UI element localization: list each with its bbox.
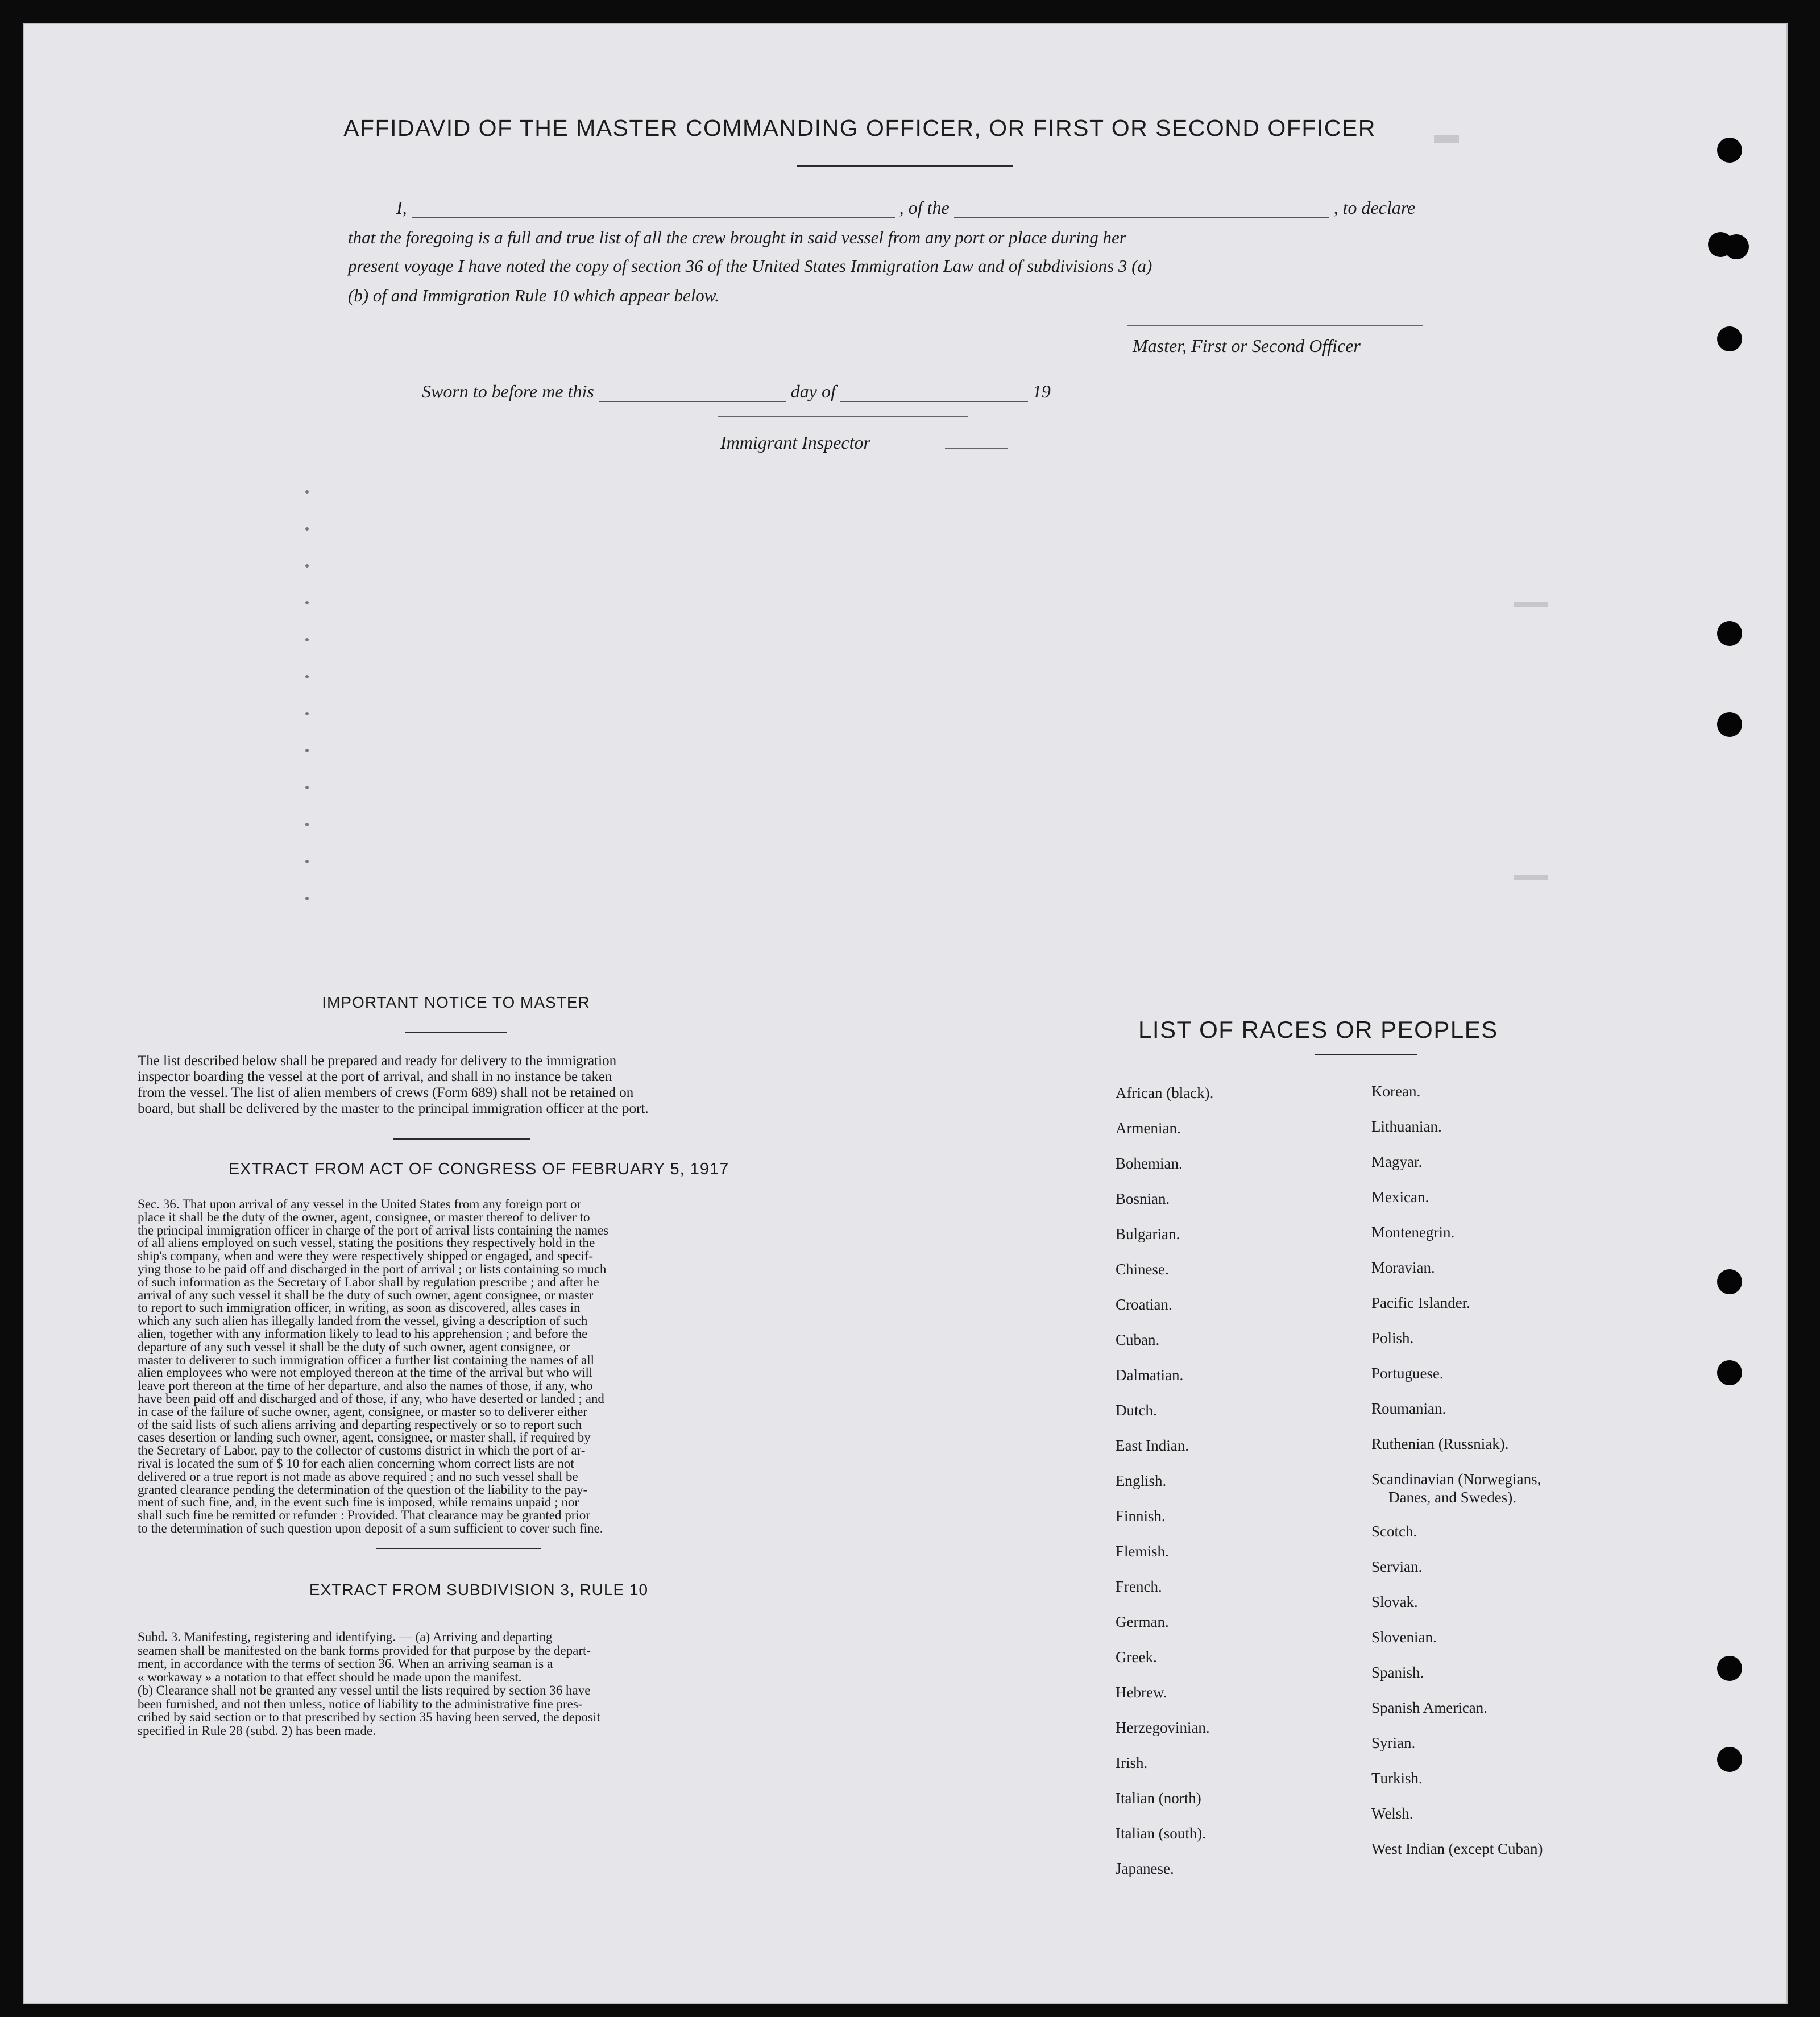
act-line: rival is located the sum of $ 10 for each alien concerning whom correct lists are not [138,1456,574,1471]
rule-line: « workaway » a notation to that effect should be made upon the manifest. [138,1670,522,1684]
race-item: Moravian. [1371,1259,1435,1276]
sworn-text: Sworn to before me this [422,381,594,401]
race-item: Armenian. [1116,1120,1181,1137]
bleed-through-mark: ▬▬ [1514,593,1548,611]
act-line: place it shall be the duty of the owner, agent, consignee, or master thereof to deliver to [138,1210,590,1224]
race-item: Slovenian. [1371,1629,1437,1646]
act-line: ship's company, when and were they were respectively shipped or engaged, and specif- [138,1249,593,1264]
act-line: alien employees who were not employed thereon at the time of the arrival but who will [138,1365,593,1380]
act-line: ment of such fine, and, in the event such fine is imposed, while remains unpaid ; nor [138,1495,579,1510]
faint-dot [305,749,309,752]
act-line: of all aliens employed on such vessel, stating the positions they respectively hold in the [138,1236,595,1250]
race-item: Dalmatian. [1116,1366,1184,1384]
act-line: alien, together with any information likely to lead to his apprehension ; and before the [138,1326,588,1341]
notice-line: The list described below shall be prepared and ready for delivery to the immigration [138,1053,617,1068]
act-line: of such information as the Secretary of Labor shall by regulation prescribe ; and after he [138,1274,599,1289]
race-item: Korean. [1371,1083,1421,1100]
extract-rule-title: EXTRACT FROM SUBDIVISION 3, RULE 10 [309,1581,649,1598]
race-item: Spanish American. [1371,1699,1487,1716]
race-item: Bulgarian. [1116,1225,1180,1242]
punch-hole [1717,1747,1742,1772]
race-item: East Indian. [1116,1437,1189,1454]
race-item: Italian (north) [1116,1790,1201,1807]
act-line: the principal immigration officer in charge of the port of arrival lists containing the names [138,1223,609,1237]
race-item: Flemish. [1116,1543,1169,1560]
affidavit-line-2: that the foregoing is a full and true list of all the crew brought in said vessel from any port or place during her [348,227,1126,247]
act-line: Sec. 36. That upon arrival of any vessel in the United States from any foreign port or [138,1197,582,1211]
act-line: have been paid off and discharged and of those, if any, who have deserted or landed ; and [138,1391,604,1406]
race-item: Spanish. [1371,1664,1424,1681]
affidavit-line-4: (b) of and Immigration Rule 10 which appear below. [348,285,719,305]
rule-line: (b) Clearance shall not be granted any vessel until the lists required by section 36 have [138,1683,591,1697]
race-item: Herzegovinian. [1116,1719,1210,1736]
inspector-trailing-line [945,448,1008,449]
act-line: master to deliverer to such immigration officer a further list containing the names of all [138,1352,595,1367]
punch-hole [1717,621,1742,646]
race-item: Greek. [1116,1649,1157,1666]
act-line: delivered or a true report is not made as above required ; and no such vessel shall be [138,1469,578,1484]
faint-dot [305,897,309,900]
punch-hole [1717,1360,1742,1385]
race-item: Roumanian. [1371,1400,1446,1417]
faint-dot [305,712,309,715]
act-line: cases desertion or landing such owner, agent, consignee, or master shall, if required by [138,1430,591,1445]
extract-rule-body [138,1630,820,1737]
sworn-month-field[interactable] [840,401,1028,402]
races-title-rule [1315,1054,1417,1055]
act-line: arrival of any such vessel it shall be the duty of such owner, agent consignee, or master [138,1287,594,1302]
race-item: Servian. [1371,1558,1423,1575]
race-item: Welsh. [1371,1805,1413,1822]
punch-hole [1717,712,1742,737]
race-item: Lithuanian. [1371,1118,1442,1135]
race-item: Syrian. [1371,1734,1416,1751]
rule-line: been furnished, and not then unless, notice of liability to the administrative fine pres- [138,1696,583,1711]
day-of-label: day of [790,381,836,401]
faint-dot [305,860,309,863]
sworn-day-field[interactable] [599,401,786,402]
faint-dot [305,638,309,641]
race-item: Italian (south). [1116,1825,1206,1842]
faint-dot [305,675,309,678]
race-item: Turkish. [1371,1770,1423,1787]
extract-act-title: EXTRACT FROM ACT OF CONGRESS OF FEBRUARY 5, 1917 [228,1160,729,1178]
inspector-label: Immigrant Inspector [720,432,870,453]
faint-dot [305,601,309,604]
affidavit-i-label: I, [396,197,407,218]
race-item: Cuban. [1116,1331,1160,1348]
race-item: Ruthenian (Russniak). [1371,1435,1509,1452]
vessel-field[interactable] [954,217,1329,218]
race-item: Slovak. [1371,1593,1418,1610]
race-item: Bohemian. [1116,1155,1183,1172]
race-item-continued: Danes, and Swedes). [1388,1489,1516,1506]
act-line: ying those to be paid off and discharged in the port of arrival ; or lists containing so much [138,1261,607,1276]
act-line: shall such fine be remitted or refunder : Provided. That clearance may be granted prior [138,1508,590,1523]
race-item: Scotch. [1371,1523,1417,1540]
act-line: of the said lists of such aliens arriving and departing respectively or so to report such [138,1417,582,1432]
rule-line: ment, in accordance with the terms of section 36. When an arriving seaman is a [138,1656,553,1671]
act-line: which any such alien has illegally landed from the vessel, giving a description of such [138,1314,588,1328]
race-item: Chinese. [1116,1261,1169,1278]
race-item: Scandinavian (Norwegians, [1371,1471,1541,1488]
faint-dot [305,490,309,494]
bleed-through-mark: ▬▬ [1514,865,1548,884]
race-item: Portuguese. [1371,1365,1444,1382]
notice-title-rule [405,1032,507,1033]
extract-act-body [138,1198,820,1535]
race-item: African (black). [1116,1084,1214,1101]
affidavit-of-the-label: , of the [899,197,950,218]
race-item: Mexican. [1371,1188,1429,1206]
punch-hole [1724,234,1749,259]
race-item: Dutch. [1116,1402,1157,1419]
bleed-through-mark: ▬ [1434,121,1459,148]
faint-dot [305,564,309,568]
notice-line: from the vessel. The list of alien members of crews (Form 689) shall not be retained on [138,1085,634,1100]
races-title: LIST OF RACES OR PEOPLES [1138,1016,1498,1043]
act-line: leave port thereon at the time of her departure, and also the names of those, if any, who [138,1378,593,1393]
race-item: Japanese. [1116,1860,1174,1877]
faint-dot [305,527,309,531]
notice-line: board, but shall be delivered by the master to the principal immigration officer at the port. [138,1101,649,1116]
year-prefix: 19 [1032,381,1051,401]
master-signature-line[interactable] [1127,325,1423,326]
rule-line: cribed by said section or to that prescribed by section 35 having been served, the deposit [138,1710,600,1724]
name-field[interactable] [412,217,895,218]
rule-line: seamen shall be manifested on the bank forms provided for that purpose by the depart- [138,1643,591,1658]
race-item: German. [1116,1613,1169,1630]
punch-hole [1717,1656,1742,1681]
title-underline [797,165,1013,167]
act-line: granted clearance pending the determination of the question of the liability to the pay- [138,1482,588,1497]
act-line: departure of any such vessel it shall be the duty of such owner, agent consignee, or [138,1339,571,1354]
race-item: Finnish. [1116,1507,1166,1525]
race-item: Bosnian. [1116,1190,1170,1207]
inspector-signature-line[interactable] [718,416,968,417]
notice-body [138,1053,820,1117]
act-line: to the determination of such question upon deposit of a sum sufficient to cover such fine. [138,1521,603,1535]
affidavit-line-1 [396,197,1533,218]
act-end-rule [376,1548,541,1549]
rule-line: Subd. 3. Manifesting, registering and identifying. — (a) Arriving and departing [138,1630,553,1644]
race-item: English. [1116,1472,1167,1489]
rule-line: specified in Rule 28 (subd. 2) has been made. [138,1723,376,1738]
punch-hole [1717,1269,1742,1294]
race-item: Irish. [1116,1754,1148,1771]
race-item: Montenegrin. [1371,1224,1455,1241]
notice-end-rule [393,1138,530,1140]
race-item: Croatian. [1116,1296,1172,1313]
sworn-line [422,381,1051,402]
act-line: in case of the failure of suche owner, agent, consignee, or master so to deliverer either [138,1404,587,1419]
affidavit-line-3: present voyage I have noted the copy of section 36 of the United States Immigration Law and of subdivisions 3 (a) [348,256,1152,276]
race-item: Pacific Islander. [1371,1294,1470,1311]
race-item: West Indian (except Cuban) [1371,1840,1543,1857]
affidavit-to-declare-label: , to declare [1333,197,1416,218]
race-item: Hebrew. [1116,1684,1167,1701]
race-item: Magyar. [1371,1153,1423,1170]
notice-title: IMPORTANT NOTICE TO MASTER [322,993,590,1011]
faint-dot [305,786,309,789]
act-line: the Secretary of Labor, pay to the collector of customs district in which the port of ar- [138,1443,586,1458]
act-line: to report to such immigration officer, in writing, as soon as discovered, alles cases in [138,1301,581,1315]
affidavit-title: AFFIDAVID OF THE MASTER COMMANDING OFFICER, OR FIRST OR SECOND OFFICER [343,115,1376,141]
notice-line: inspector boarding the vessel at the port of arrival, and shall in no instance be taken [138,1069,612,1084]
punch-hole [1717,326,1742,351]
document-page [23,23,1788,2004]
punch-hole [1717,138,1742,163]
race-item: Polish. [1371,1330,1414,1347]
faint-dot [305,823,309,826]
race-item: French. [1116,1578,1162,1595]
master-signature-label: Master, First or Second Officer [1133,336,1361,356]
